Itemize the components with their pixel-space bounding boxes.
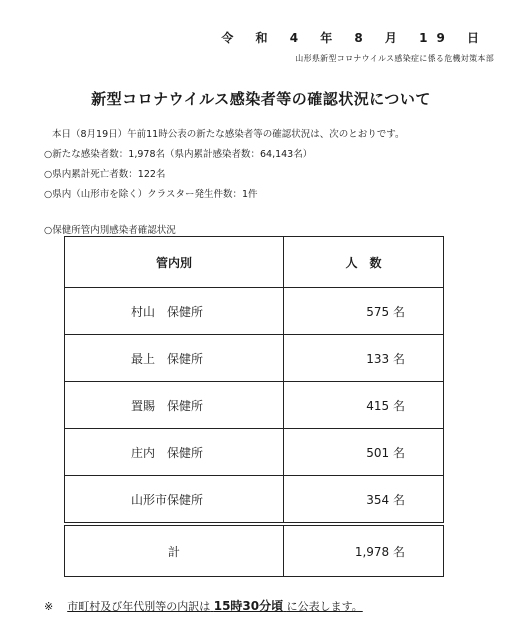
row-count: 133 名 bbox=[284, 335, 444, 382]
row-name: 置賜 保健所 bbox=[65, 382, 284, 429]
table-row bbox=[65, 382, 444, 429]
document-title: 新型コロナウイルス感染者等の確認状況について bbox=[91, 90, 431, 108]
health-center-table bbox=[64, 236, 444, 577]
section-title: ○保健所管内別感染者確認状況 bbox=[44, 225, 176, 236]
table-row bbox=[65, 429, 444, 476]
footer-text-after: に公表します。 bbox=[286, 600, 363, 613]
row-count: 501 名 bbox=[284, 429, 444, 476]
table-header-row bbox=[65, 237, 444, 288]
header-count: 人 数 bbox=[284, 237, 444, 288]
row-count: 575 名 bbox=[284, 288, 444, 335]
header-district: 管内別 bbox=[65, 237, 284, 288]
row-count: 415 名 bbox=[284, 382, 444, 429]
table-total-row bbox=[65, 524, 444, 577]
deaths-item: ○県内累計死亡者数：122名 bbox=[44, 169, 166, 180]
total-label: 計 bbox=[65, 524, 284, 577]
intro-text: 本日（8月19日）午前11時公表の新たな感染者等の確認状況は、次のとおりです。 bbox=[52, 129, 405, 140]
footer-note bbox=[44, 597, 363, 614]
clusters-item: ○県内（山形市を除く）クラスター発生件数：1件 bbox=[44, 189, 258, 200]
row-name: 最上 保健所 bbox=[65, 335, 284, 382]
row-name: 山形市保健所 bbox=[65, 476, 284, 525]
table-row bbox=[65, 476, 444, 525]
footer-time: 15時30分頃 bbox=[213, 599, 284, 613]
row-name: 庄内 保健所 bbox=[65, 429, 284, 476]
row-name: 村山 保健所 bbox=[65, 288, 284, 335]
table-row bbox=[65, 288, 444, 335]
table-row bbox=[65, 335, 444, 382]
total-count: 1,978 名 bbox=[284, 524, 444, 577]
footer-text-before: 市町村及び年代別等の内訳は bbox=[67, 600, 211, 613]
new-cases-item: ○新たな感染者数：1,978名（県内累計感染者数：64,143名） bbox=[44, 149, 313, 160]
document-date: 令 和 4 年 8 月 19 日 bbox=[221, 31, 488, 45]
row-count: 354 名 bbox=[284, 476, 444, 525]
note-mark: ※ bbox=[44, 600, 54, 613]
organization-name: 山形県新型コロナウイルス感染症に係る危機対策本部 bbox=[295, 54, 494, 63]
footer-underlined-text bbox=[67, 600, 363, 613]
